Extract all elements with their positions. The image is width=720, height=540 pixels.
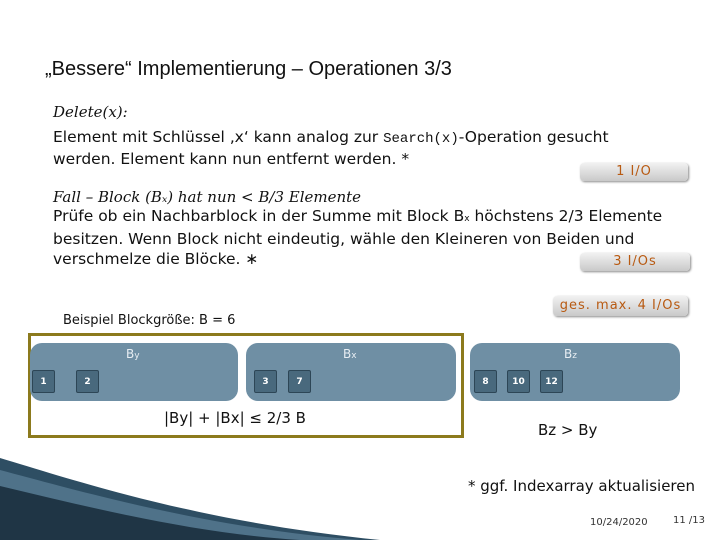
io-badge-delete: 1 I/O: [580, 163, 688, 181]
formula: |By| + |Bx| ≤ 2/3 B: [164, 409, 306, 427]
footer-date: 10/24/2020: [590, 517, 648, 528]
case-text-part2: höchstens 2/3 Elemente: [474, 207, 663, 225]
cell: 7: [288, 370, 311, 393]
case-text-part1: Prüfe ob ein Nachbarblock in der Summe mit Block: [53, 207, 449, 225]
cell: 2: [76, 370, 99, 393]
delete-text-part1: Element mit Schlüssel ‚x‘ kann analog zur: [53, 128, 379, 146]
comparison: Bz > By: [538, 421, 598, 439]
case-text-line3: verschmelze die Blöcke. ∗: [53, 250, 259, 268]
io-badge-merge: 3 I/Os: [580, 253, 690, 271]
page-number: 11 /13: [673, 515, 705, 526]
case-text: [53, 206, 662, 269]
page-title: „Bessere“ Implementierung – Operationen 3/3: [45, 58, 452, 80]
block-by: [30, 343, 238, 401]
io-badge-total: ges. max. 4 I/Os: [553, 296, 688, 316]
block-by-label: By: [126, 347, 140, 361]
cell: 1: [32, 370, 55, 393]
cell: 8: [474, 370, 497, 393]
footnote: * ggf. Indexarray aktualisieren: [468, 477, 696, 495]
block-bx-label: Bx: [343, 347, 357, 361]
delete-code: Search(x): [383, 131, 459, 147]
delete-text-part2: -Operation gesucht: [458, 128, 609, 146]
delete-text-part3: werden. Element kann nun entfernt werden. *: [53, 150, 410, 168]
case-text-bx: B: [453, 207, 465, 225]
blocksize-label: Beispiel Blockgröße: B = 6: [63, 313, 236, 328]
decorative-swoosh: [0, 452, 380, 540]
delete-text: [53, 127, 609, 169]
block-bx: [246, 343, 456, 401]
block-bz: [470, 343, 680, 401]
cell: 12: [540, 370, 563, 393]
case-heading: Fall – Block (Bₓ) hat nun < B/3 Elemente: [53, 188, 362, 206]
delete-heading: Delete(x):: [53, 103, 128, 121]
block-bz-label: Bz: [564, 347, 577, 361]
cell: 3: [254, 370, 277, 393]
case-text-bx-sub: x: [464, 214, 470, 224]
case-text-line2: besitzen. Wenn Block nicht eindeutig, wähle den Kleineren von Beiden und: [53, 230, 635, 248]
cell: 10: [507, 370, 530, 393]
